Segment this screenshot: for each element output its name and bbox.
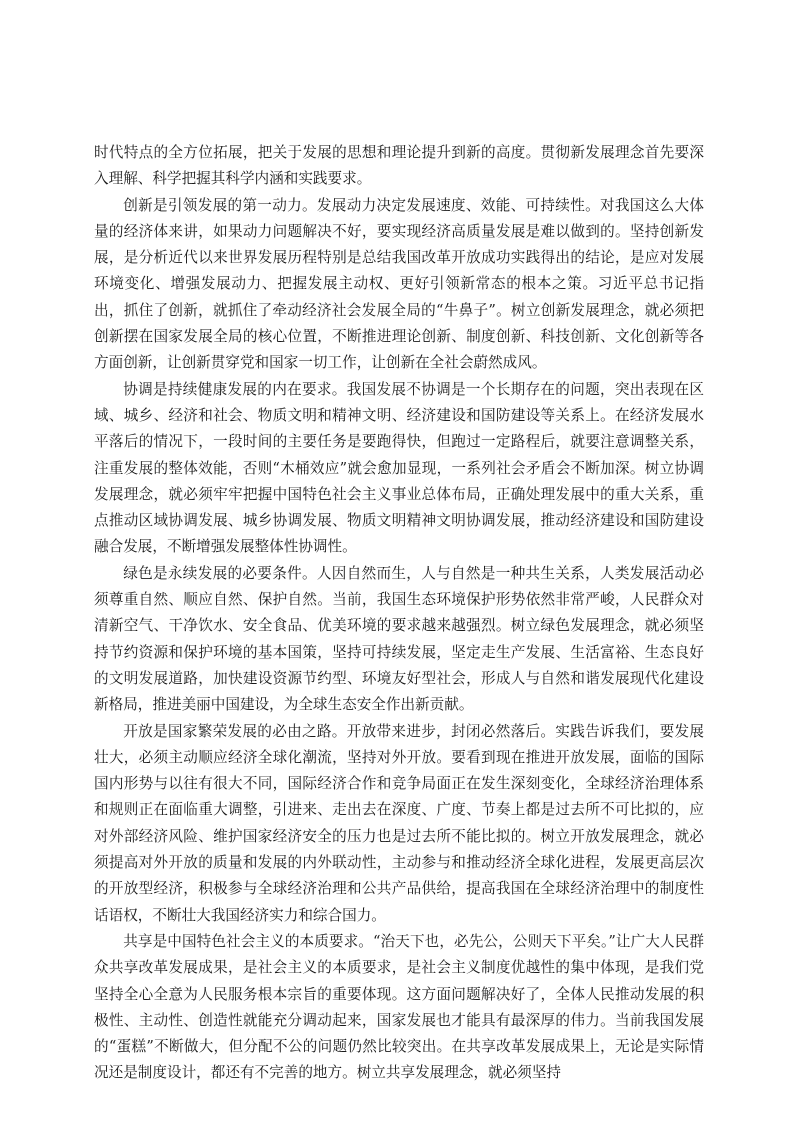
document-body <box>94 140 704 1087</box>
paragraph-continuation: 时代特点的全方位拓展，把关于发展的思想和理论提升到新的高度。贯彻新发展理念首先要深入理解、科学把握其科学内涵和实践要求。 <box>94 144 704 188</box>
paragraph-sharing: 共享是中国特色社会主义的本质要求。“治天下也，必先公，公则天下平矣。”让广大人民群众共享改革发展成果，是社会主义的本质要求，是社会主义制度优越性的集中体现，是我们党坚持全心全意为人民服务根本宗旨的重要体现。这方面问题解决好了，全体人民推动发展的积极性、主动性、创造性就能充分调动起来，国家发展也才能具有最深厚的伟力。当前我国发展的“蛋糕”不断做大，但分配不公的问题仍然比较突出。在共享改革发展成果上，无论是实际情况还是制度设计，都还有不完善的地方。树立共享发展理念，就必须坚持 <box>94 932 704 1082</box>
paragraph-openness: 开放是国家繁荣发展的必由之路。开放带来进步，封闭必然落后。实践告诉我们，要发展壮大，必须主动顺应经济全球化潮流，坚持对外开放。要看到现在推进开放发展，面临的国际国内形势与以往有很大不同，国际经济合作和竞争局面正在发生深刻变化，全球经济治理体系和规则正在面临重大调整，引进来、走出去在深度、广度、节奏上都是过去所不可比拟的，应对外部经济风险、维护国家经济安全的压力也是过去所不能比拟的。树立开放发展理念，就必须提高对外开放的质量和发展的内外联动性，主动参与和推动经济全球化进程，发展更高层次的开放型经济，积极参与全球经济治理和公共产品供给，提高我国在全球经济治理中的制度性话语权，不断壮大我国经济实力和综合国力。 <box>94 722 704 924</box>
paragraph-coordination: 协调是持续健康发展的内在要求。我国发展不协调是一个长期存在的问题，突出表现在区域、城乡、经济和社会、物质文明和精神文明、经济建设和国防建设等关系上。在经济发展水平落后的情况下，一段时间的主要任务是要跑得快，但跑过一定路程后，就要注意调整关系，注重发展的整体效能，否则“木桶效应”就会愈加显现，一系列社会矛盾会不断加深。树立协调发展理念，就必须牢牢把握中国特色社会主义事业总体布局，正确处理发展中的重大关系，重点推动区域协调发展、城乡协调发展、物质文明精神文明协调发展，推动经济建设和国防建设融合发展，不断增强发展整体性协调性。 <box>94 380 704 556</box>
paragraph-green: 绿色是永续发展的必要条件。人因自然而生，人与自然是一种共生关系，人类发展活动必须尊重自然、顺应自然、保护自然。当前，我国生态环境保护形势依然非常严峻，人民群众对清新空气、干净饮水、安全食品、优美环境的要求越来越强烈。树立绿色发展理念，就必须坚持节约资源和保护环境的基本国策，坚持可持续发展，坚定走生产发展、生活富裕、生态良好的文明发展道路，加快建设资源节约型、环境友好型社会，形成人与自然和谐发展现代化建设新格局，推进美丽中国建设，为全球生态安全作出新贡献。 <box>94 564 704 714</box>
paragraph-innovation: 创新是引领发展的第一动力。发展动力决定发展速度、效能、可持续性。对我国这么大体量的经济体来讲，如果动力问题解决不好，要实现经济高质量发展是难以做到的。坚持创新发展，是分析近代以来世界发展历程特别是总结我国改革开放成功实践得出的结论，是应对发展环境变化、增强发展动力、把握发展主动权、更好引领新常态的根本之策。习近平总书记指出，抓住了创新，就抓住了牵动经济社会发展全局的“牛鼻子”。树立创新发展理念，就必须把创新摆在国家发展全局的核心位置，不断推进理论创新、制度创新、科技创新、文化创新等各方面创新，让创新贯穿党和国家一切工作，让创新在全社会蔚然成风。 <box>94 196 704 372</box>
